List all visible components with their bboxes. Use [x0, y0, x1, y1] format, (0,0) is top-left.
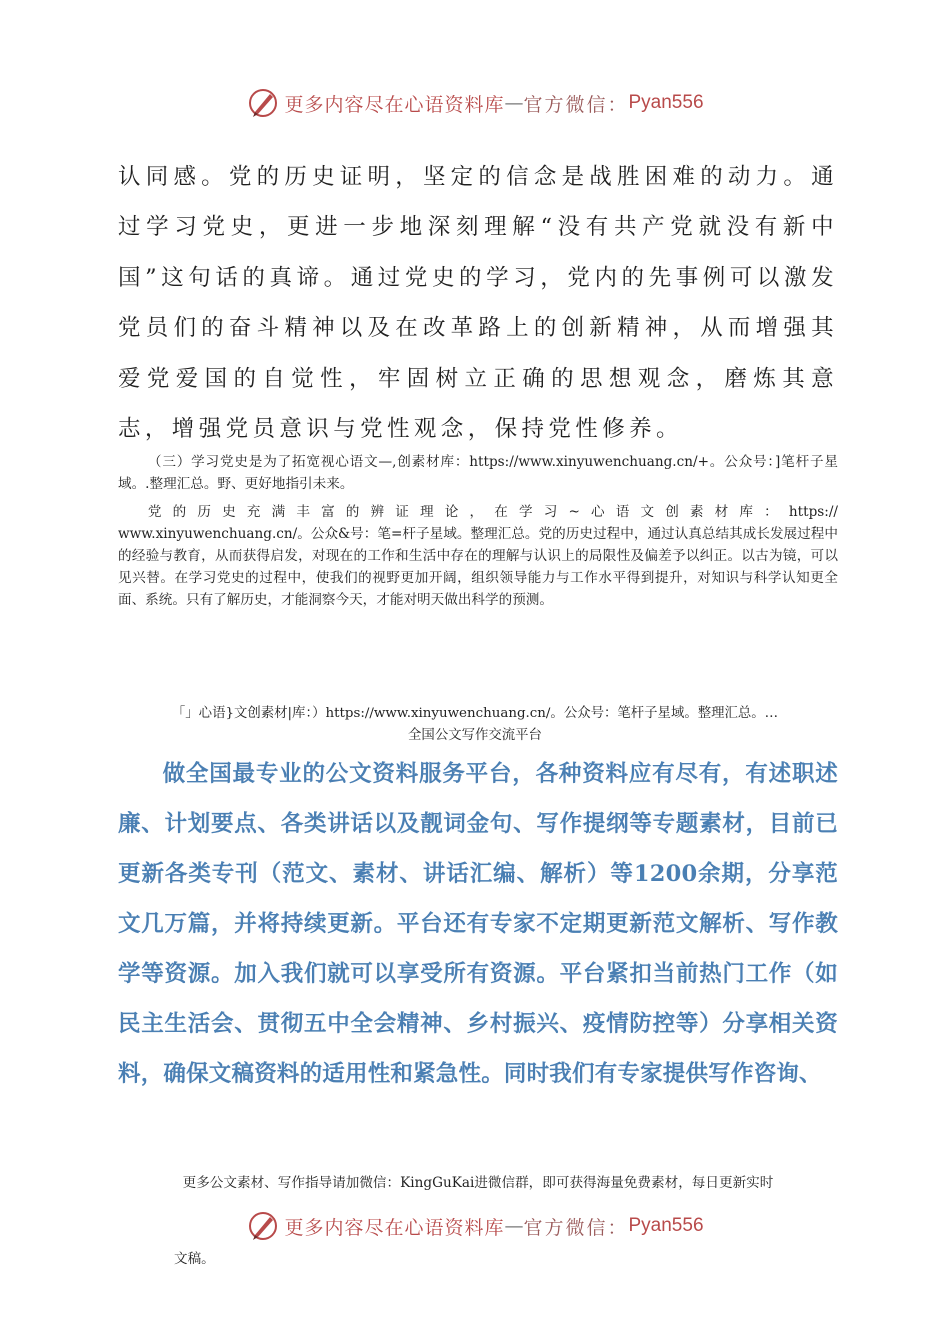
platform-ad-paragraph — [118, 749, 838, 1099]
banner-wechat-label: 官方微信： — [523, 93, 629, 116]
banner-wechat-id: Pyan556 — [628, 92, 704, 113]
footer-banner — [0, 1206, 950, 1246]
contact-tail: 文稿。 — [174, 1251, 215, 1267]
section-heading-three: （三）学习党史是为了拓宽视心语文—,创素材库：https://www.xinyuwenchuang.cn/+。公众号：]笔杆子星域。.整理汇总。野、更好地指引未来。 — [118, 454, 838, 492]
banner-dash: — — [504, 92, 524, 114]
header-banner — [0, 83, 950, 123]
history-paragraph-first-line: 党的历史充满丰富的辨证理论，在学习~心语文创素材库：https:// — [147, 504, 838, 520]
banner-wechat-id: Pyan556 — [628, 1215, 704, 1236]
banner-wechat-label: 官方微信： — [523, 1216, 629, 1239]
banner-dash: — — [504, 1215, 524, 1237]
pen-logo-icon — [246, 86, 280, 120]
pen-logo-icon — [246, 1209, 280, 1243]
banner-title: 更多内容尽在心语资料库 — [284, 93, 505, 116]
source-line: 「」心语}文创素材|库：）https://www.xinyuwenchuang.cn/。公众号：笔杆子星域。整理汇总。… — [171, 706, 779, 721]
platform-name: 全国公文写作交流平台 — [408, 728, 542, 743]
main-paragraph: 认同感。党的历史证明，坚定的信念是战胜困难的动力。通过学习党史，更进一步地深刻理解“没有共产党就没有新中国”这句话的真谛。通过党史的学习，党内的先事例可以激发党员们的奋斗精神以及在改革路上的创新精神，从而增强其爱党爱国的自觉性，牢固树立正确的思想观念，磨炼其意志，增强党员意识与党性观念，保持党性修养。 — [118, 164, 838, 443]
history-paragraph: www.xinyuwenchuang.cn/。公众&号：笔=杆子星域。整理汇总。党的历史过程中，通过认真总结其成长发展过程中的经验与教育，从而获得启发，对现在的工作和生活中存在的理解与认识上的局限性及偏差予以纠正。以古为镜，可以见兴替。在学习党史的过程中，使我们的视野更加开阔，组织领导能力与工作水平得到提升，对知识与科学认知更全面、系统。只有了解历史，才能洞察今天，才能对明天做出科学的预测。 — [118, 526, 838, 608]
platform-ad-text: 做全国最专业的公文资料服务平台，各种资料应有尽有，有述职述廉、计划要点、各类讲话以及靓词金句、写作提纲等专题素材，目前已更新各类专刊（范文、素材、讲话汇编、解析）等1200余期，分享范文几万篇，并将持续更新。平台还有专家不定期更新范文解析、写作教学等资源。加入我们就可以享受所有资源。平台紧扣当前热门工作（如民主生活会、贯彻五中全会精神、乡村振兴、疫情防控等）分享相关资料，确保文稿资料的适用性和紧急性。同时我们有专家提供写作咨询、 — [118, 761, 838, 1087]
banner-title: 更多内容尽在心语资料库 — [284, 1216, 505, 1239]
contact-line: 更多公文素材、写作指导请加微信：KingGuKai进微信群，即可获得海量免费素材，每日更新实时 — [182, 1175, 774, 1191]
